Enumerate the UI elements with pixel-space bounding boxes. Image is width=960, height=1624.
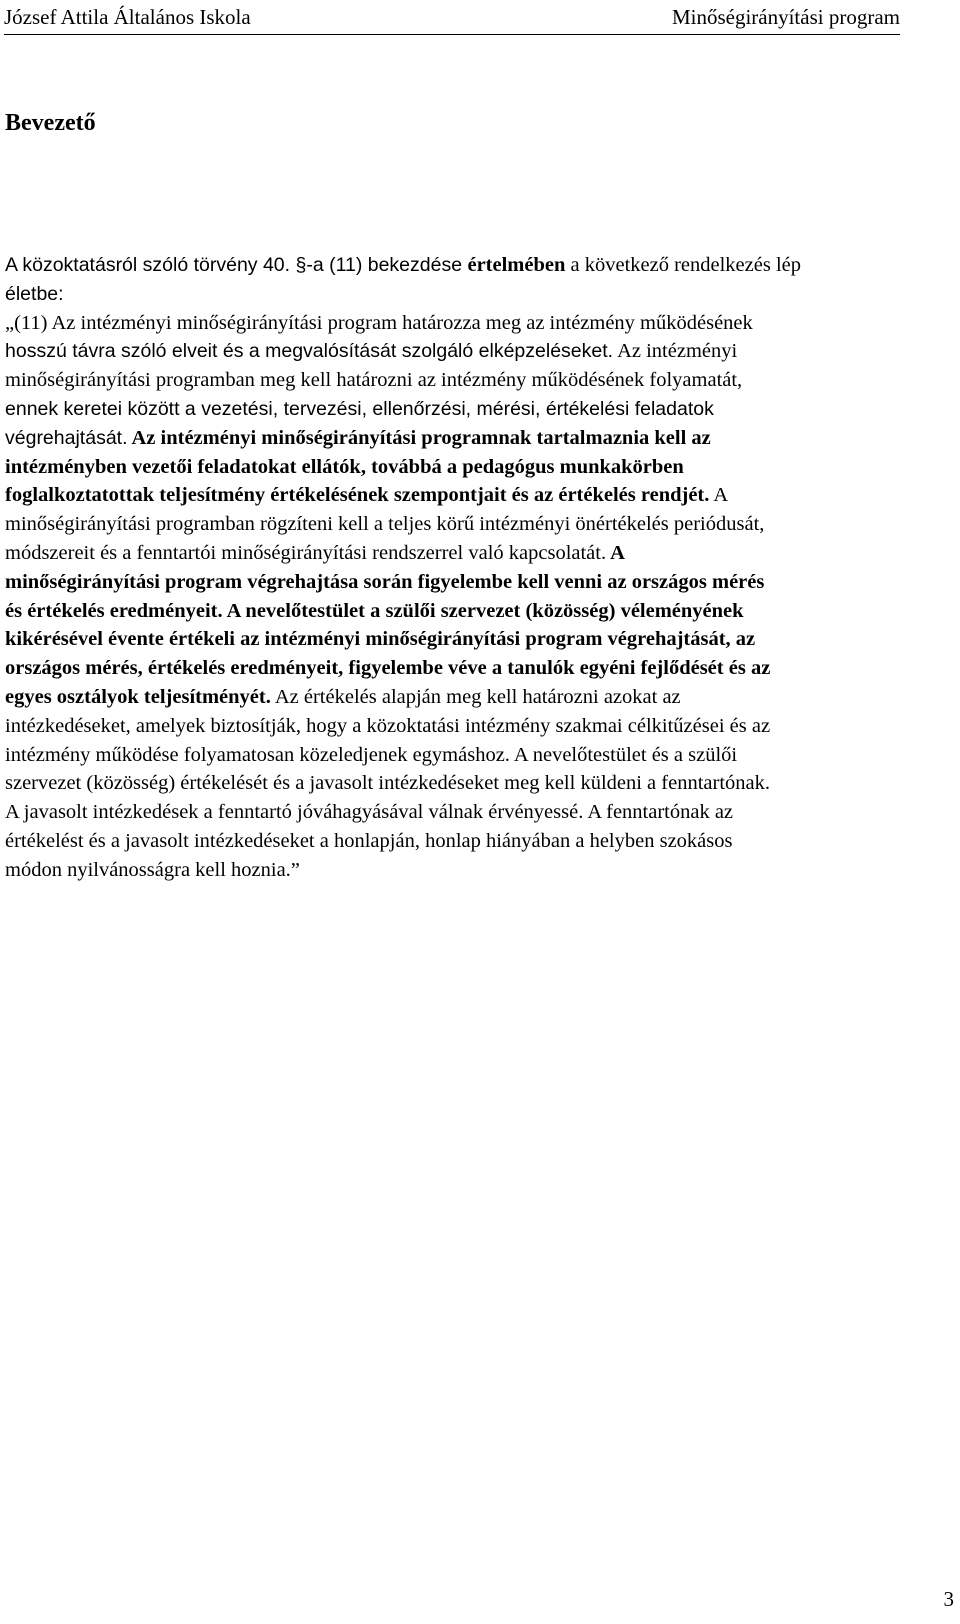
paragraph-line (5, 539, 935, 568)
text-run: szervezet (közösség) értékelését és a javasolt intézkedéseket meg kell küldeni a fenntartónak. (5, 772, 770, 795)
paragraph-line (5, 827, 935, 856)
page-number: 3 (943, 1587, 954, 1611)
paragraph-line (5, 337, 935, 366)
text-run: A (709, 484, 729, 507)
paragraph-line (5, 453, 935, 482)
text-run: módon nyilvánosságra kell hoznia.” (5, 858, 300, 881)
page-header (4, 4, 900, 35)
text-run: A közoktatásról szóló törvény 40. §-a (11) bekezdése (5, 254, 468, 276)
paragraph-line (5, 712, 935, 741)
paragraph-line (5, 597, 935, 626)
bold-text-run: országos mérés, értékelés eredményeit, figyelembe véve a tanulók egyéni fejlődését és az (5, 657, 771, 680)
paragraph-line (5, 798, 935, 827)
bold-text-run: intézményben vezetői feladatokat ellátók, továbbá a pedagógus munkakörben (5, 455, 684, 478)
bold-text-run: A nevelőtestület a szülői szervezet (közösség) véleményének (222, 599, 744, 622)
paragraph-line (5, 424, 935, 453)
paragraph-line (5, 309, 935, 338)
paragraph-line (5, 395, 935, 424)
paragraph-line (5, 251, 935, 280)
section-heading: Bevezető (5, 110, 96, 136)
text-run: Az értékelés alapján meg kell határozni azokat az (270, 685, 681, 708)
text-run: módszereit és a fenntartói minőségirányítási rendszerrel való kapcsolatát. (5, 541, 607, 564)
bold-text-run: egyes osztályok teljesítményét. (5, 685, 271, 708)
text-run: minőségirányítási programban rögzíteni kell a teljes körű intézményi önértékelés periódusát, (5, 513, 765, 536)
text-run: Az intézményi (613, 340, 738, 363)
paragraph-line (5, 280, 935, 309)
paragraph-line (5, 654, 935, 683)
bold-text-run: értelmében (467, 254, 566, 276)
paragraph-line (5, 683, 935, 712)
header-document-title: Minőségirányítási program (671, 5, 900, 29)
text-run: „(11) Az intézményi minőségirányítási program határozza meg az intézmény működésének (5, 311, 753, 334)
text-run: intézkedéseket, amelyek biztosítják, hogy a közoktatási intézmény szakmai célkitűzései és az (5, 714, 771, 737)
text-run: ennek keretei között a vezetési, tervezési, ellenőrzési, mérési, értékelési feladatok (5, 397, 714, 420)
paragraph-line (5, 856, 935, 885)
bold-text-run: minőségirányítási program végrehajtása során figyelembe kell venni az országos mérés (5, 570, 765, 593)
paragraph-line (5, 366, 935, 395)
paragraph-line (5, 769, 935, 798)
text-run: végrehajtását. (5, 426, 128, 449)
bold-text-run: A (606, 541, 625, 564)
text-run: életbe: (5, 282, 64, 305)
paragraph-line (5, 568, 935, 597)
text-run: minőségirányítási programban meg kell határozni az intézmény működésének folyamatát, (5, 369, 743, 392)
text-run: A javasolt intézkedések a fenntartó jóváhagyásával válnak érvényessé. A fenntartónak az (5, 801, 734, 824)
paragraph-line (5, 625, 935, 654)
header-school-name: József Attila Általános Iskola (4, 5, 251, 29)
text-run: a következő rendelkezés lép (565, 254, 802, 276)
paragraph-line (5, 510, 935, 539)
bold-text-run: kikérésével évente értékeli az intézményi minőségirányítási program végrehajtását, az (5, 628, 756, 651)
bold-text-run: foglalkoztatottak teljesítmény értékelésének szempontjait és az értékelés rendjét. (5, 484, 710, 507)
paragraph-line (5, 481, 935, 510)
bold-text-run: és értékelés eredményeit. (5, 599, 223, 622)
text-run: intézmény működése folyamatosan közeledjenek egymáshoz. A nevelőtestület és a szülői (5, 743, 738, 766)
bold-text-run: Az intézményi minőségirányítási programnak tartalmaznia kell az (127, 426, 711, 449)
text-run: értékelést és a javasolt intézkedéseket a honlapján, honlap hiányában a helyben szokásos (5, 829, 733, 852)
paragraph-line (5, 741, 935, 770)
text-run: hosszú távra szóló elveit és a megvalósítását szolgáló elképzeléseket. (5, 340, 614, 363)
body-paragraph (5, 251, 935, 885)
